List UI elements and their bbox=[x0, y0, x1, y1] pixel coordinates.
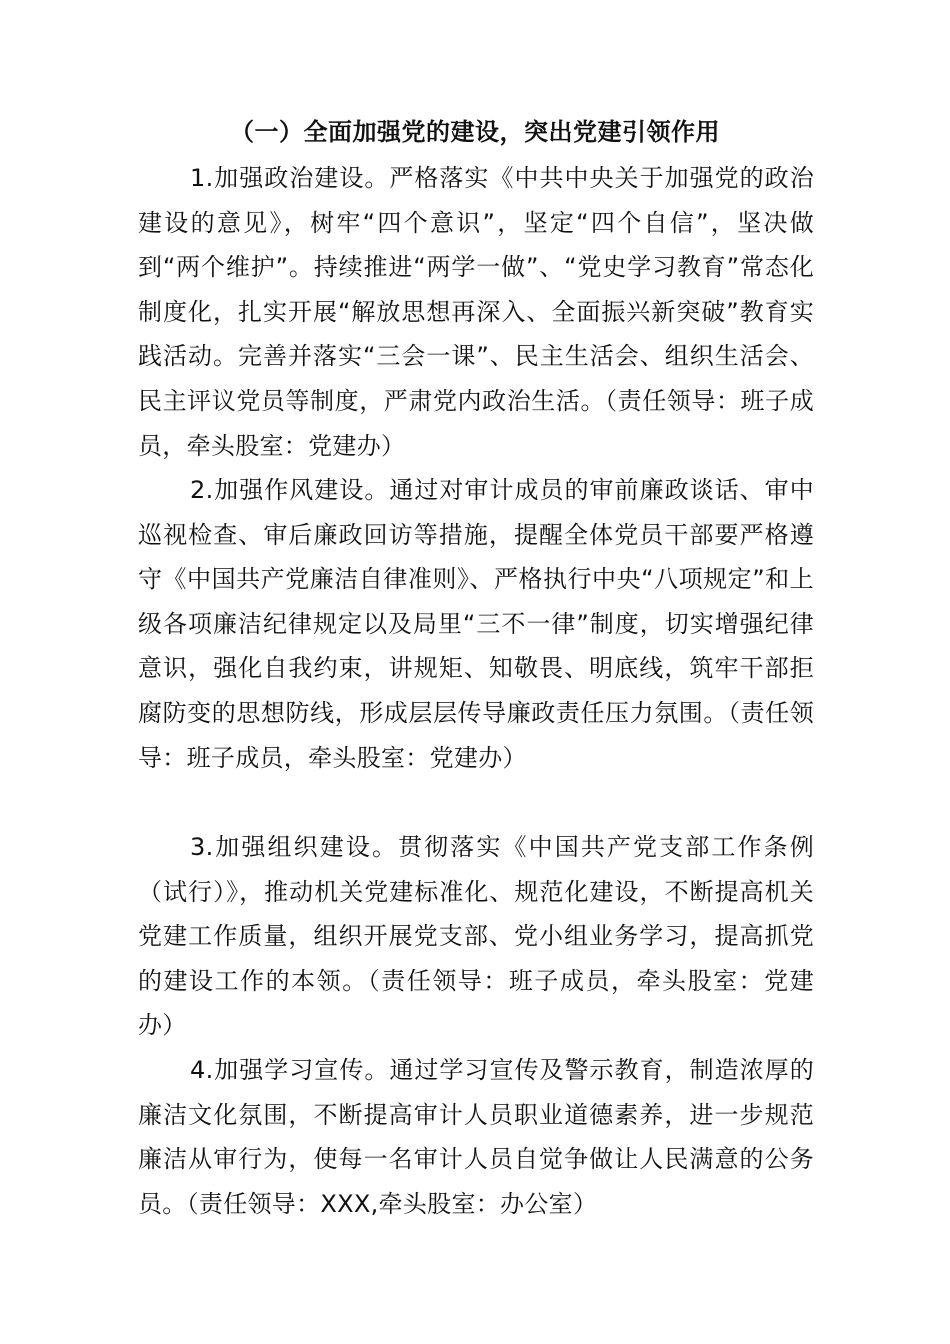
section-heading: （一）全面加强党的建设，突出党建引领作用 bbox=[230, 118, 720, 146]
paragraph-study-publicity: 4.加强学习宣传。通过学习宣传及警示教育，制造浓厚的廉洁文化氛围，不断提高审计人员职业道德素养，进一步规范廉洁从审行为，使每一名审计人员自觉争做让人民满意的公务员。（责任领导：XXX,牵头股室：办公室） bbox=[138, 1056, 814, 1218]
paragraph-organization-building: 3.加强组织建设。贯彻落实《中国共产党支部工作条例（试行）》，推动机关党建标准化、规范化建设，不断提高机关党建工作质量，组织开展党支部、党小组业务学习，提高抓党的建设工作的本领。（责任领导：班子成员，牵头股室：党建办） bbox=[138, 833, 814, 1040]
paragraph-work-style-building: 2.加强作风建设。通过对审计成员的审前廉政谈话、审中巡视检查、审后廉政回访等措施，提醒全体党员干部要严格遵守《中国共产党廉洁自律准则》、严格执行中央“八项规定”和上级各项廉洁纪律规定以及局里“三不一律”制度，切实增强纪律意识，强化自我约束，讲规矩、知敬畏、明底线，筑牢干部拒腐防变的思想防线，形成层层传导廉政责任压力氛围。（责任领导：班子成员，牵头股室：党建办） bbox=[138, 476, 814, 772]
paragraph-political-building: 1.加强政治建设。严格落实《中共中央关于加强党的政治建设的意见》，树牢“四个意识”，坚定“四个自信”，坚决做到“两个维护”。持续推进“两学一做”、“党史学习教育”常态化制度化，扎实开展“解放思想再深入、全面振兴新突破”教育实践活动。完善并落实“三会一课”、民主生活会、组织生活会、民主评议党员等制度，严肃党内政治生活。（责任领导：班子成员，牵头股室：党建办） bbox=[138, 164, 814, 460]
